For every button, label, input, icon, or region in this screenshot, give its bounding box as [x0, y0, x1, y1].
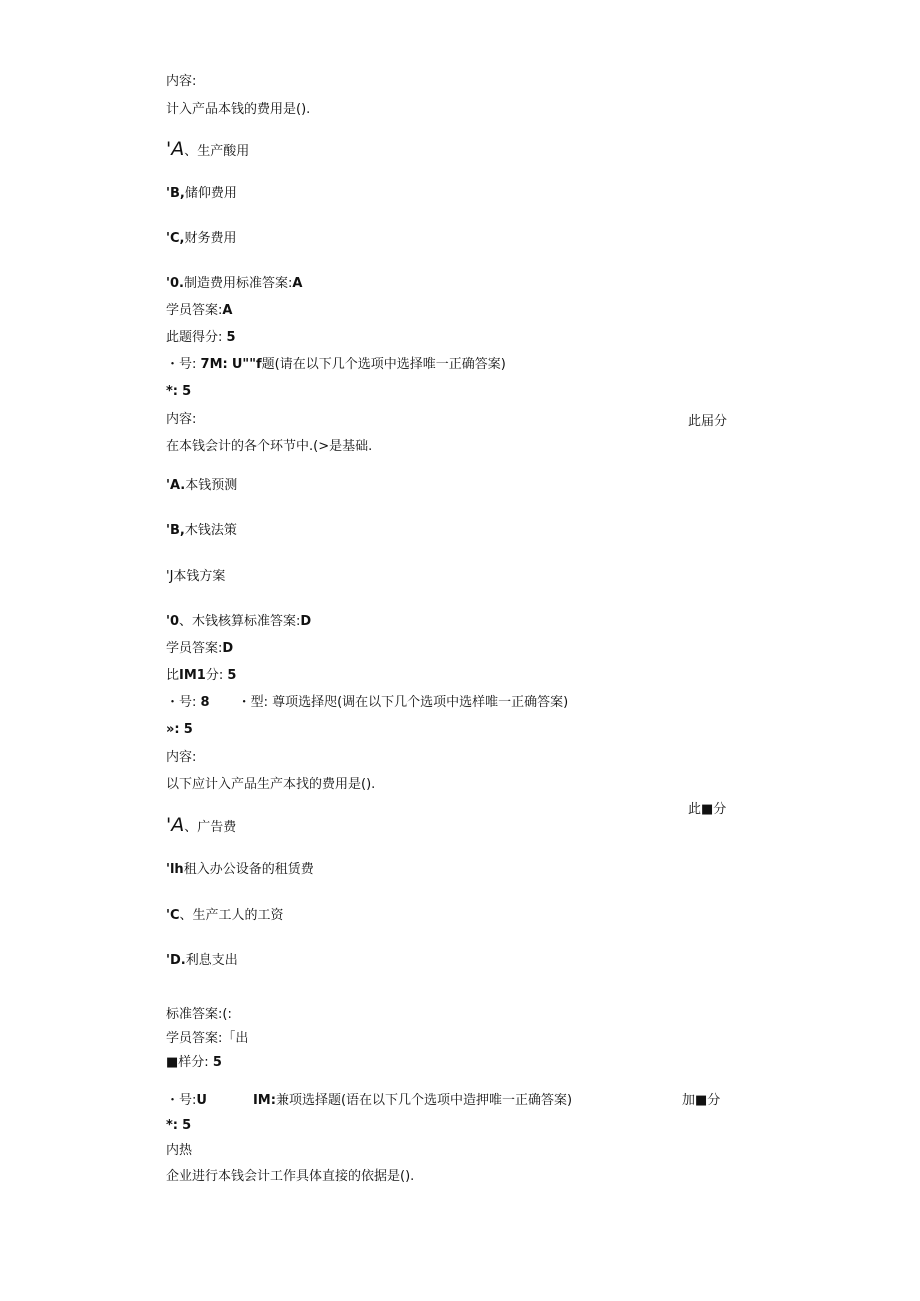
option-b-letter: 'lh	[166, 862, 184, 877]
content-label: 内热	[166, 1143, 193, 1158]
student-answer	[166, 641, 233, 657]
header-num: 8	[200, 695, 210, 710]
question-score	[166, 330, 236, 346]
option-b	[166, 862, 314, 878]
score-label-a: 比	[166, 668, 180, 683]
option-a-letter: 'A	[166, 814, 185, 836]
option-c	[166, 231, 236, 247]
student-answer-value: A	[222, 303, 233, 318]
header-rest: 尊项选择咫(调在以下几个选项中选样唯一正确答案)	[272, 695, 569, 710]
points-value: 5	[182, 384, 192, 399]
content-label: 内容:	[166, 412, 197, 427]
score-value: 5	[212, 1055, 222, 1070]
option-b-text: 储仰费用	[184, 186, 237, 201]
option-b	[166, 186, 237, 202]
question-text: 企业进行本钱会计工作具体直接的依据是().	[166, 1169, 415, 1184]
option-a-text: 本钱预测	[185, 478, 238, 493]
option-d-text: 、木钱核算标准答案:	[179, 614, 301, 629]
content-label: 内容:	[166, 750, 197, 765]
question-text: 以下应计入产品生产本找的费用是().	[166, 777, 376, 792]
question-text: 计入产品本钱的费用是().	[166, 102, 311, 117]
option-a-text: 、广告费	[184, 820, 237, 835]
header-rest: 兼项选择题(语在以下几个选项中造押唯一正确答案)	[275, 1093, 573, 1108]
header-rest: 题(请在以下几个选项中选择唯一正确答案)	[261, 357, 506, 372]
points-value: 5	[183, 722, 193, 737]
header-prefix: ・号:	[166, 1093, 197, 1108]
option-c-text: 本钱方案	[173, 569, 226, 584]
option-c-text: 财务费用	[184, 231, 237, 246]
question-score	[166, 1055, 222, 1071]
question-points	[166, 1118, 191, 1134]
student-answer-value: D	[222, 641, 234, 656]
side-score-label: 此■分	[688, 802, 727, 817]
header-num: 7M:	[200, 357, 228, 372]
option-b-letter: 'B,	[166, 523, 185, 538]
student-answer: 学员答案:「出	[166, 1031, 249, 1046]
option-d-text: 利息支出	[185, 953, 238, 968]
option-d	[166, 276, 302, 292]
option-c-letter: 'C,	[166, 231, 185, 246]
option-d-letter: '0.	[166, 276, 184, 291]
option-c-letter: 'J	[166, 569, 174, 584]
option-d-letter: 'D.	[166, 953, 186, 968]
option-b-text: 木钱法策	[184, 523, 237, 538]
standard-answer: D	[300, 614, 312, 629]
student-answer	[166, 303, 232, 319]
option-b-letter: 'B,	[166, 186, 185, 201]
option-c	[166, 569, 225, 585]
points-label: »:	[166, 722, 180, 737]
option-a-letter: 'A.	[166, 478, 186, 493]
score-label: ■样分:	[166, 1055, 209, 1070]
option-c	[166, 908, 284, 924]
header-type: IM:	[252, 1093, 276, 1108]
header-type: U""f	[231, 357, 262, 372]
score-label-b: IM1	[179, 668, 206, 683]
score-value: 5	[227, 668, 237, 683]
option-b	[166, 523, 237, 539]
option-c-text: 、生产工人的工资	[179, 908, 284, 923]
option-b-text: 租入办公设备的租赁费	[183, 862, 314, 877]
score-label-c: 分:	[205, 668, 224, 683]
side-score-label: 此届分	[688, 414, 728, 429]
option-a-letter: 'A	[166, 138, 185, 160]
points-value: 5	[182, 1118, 192, 1133]
content-label: 内容:	[166, 74, 197, 89]
option-a-text: 、生产酸用	[184, 144, 250, 159]
student-answer-label: 学员答案:	[166, 641, 223, 656]
option-d	[166, 614, 311, 630]
student-answer-label: 学员答案:	[166, 303, 223, 318]
points-label: *:	[166, 1118, 178, 1133]
option-d	[166, 953, 238, 969]
score-value: 5	[226, 330, 236, 345]
option-a	[166, 814, 236, 839]
header-prefix: ・号:	[166, 357, 197, 372]
option-d-letter: '0	[166, 614, 180, 629]
option-c-letter: 'C	[166, 908, 180, 923]
option-a	[166, 478, 237, 494]
question-points	[166, 722, 193, 738]
standard-answer: 标准答案:(:	[166, 1007, 232, 1022]
points-label: *:	[166, 384, 178, 399]
header-type: ・型:	[237, 695, 268, 710]
question-score	[166, 668, 236, 684]
score-label: 此题得分:	[166, 330, 223, 345]
option-a	[166, 138, 249, 163]
question-points	[166, 384, 191, 400]
header-num: U	[196, 1093, 207, 1108]
question-header	[166, 357, 506, 373]
question-header	[166, 1093, 572, 1109]
header-prefix: ・号:	[166, 695, 197, 710]
question-text: 在本钱会计的各个环节中.(>是基础.	[166, 439, 373, 454]
side-score-label: 加■分	[682, 1093, 721, 1108]
option-d-text: 制造费用标准答案:	[183, 276, 293, 291]
question-header	[166, 695, 568, 711]
standard-answer: A	[292, 276, 303, 291]
